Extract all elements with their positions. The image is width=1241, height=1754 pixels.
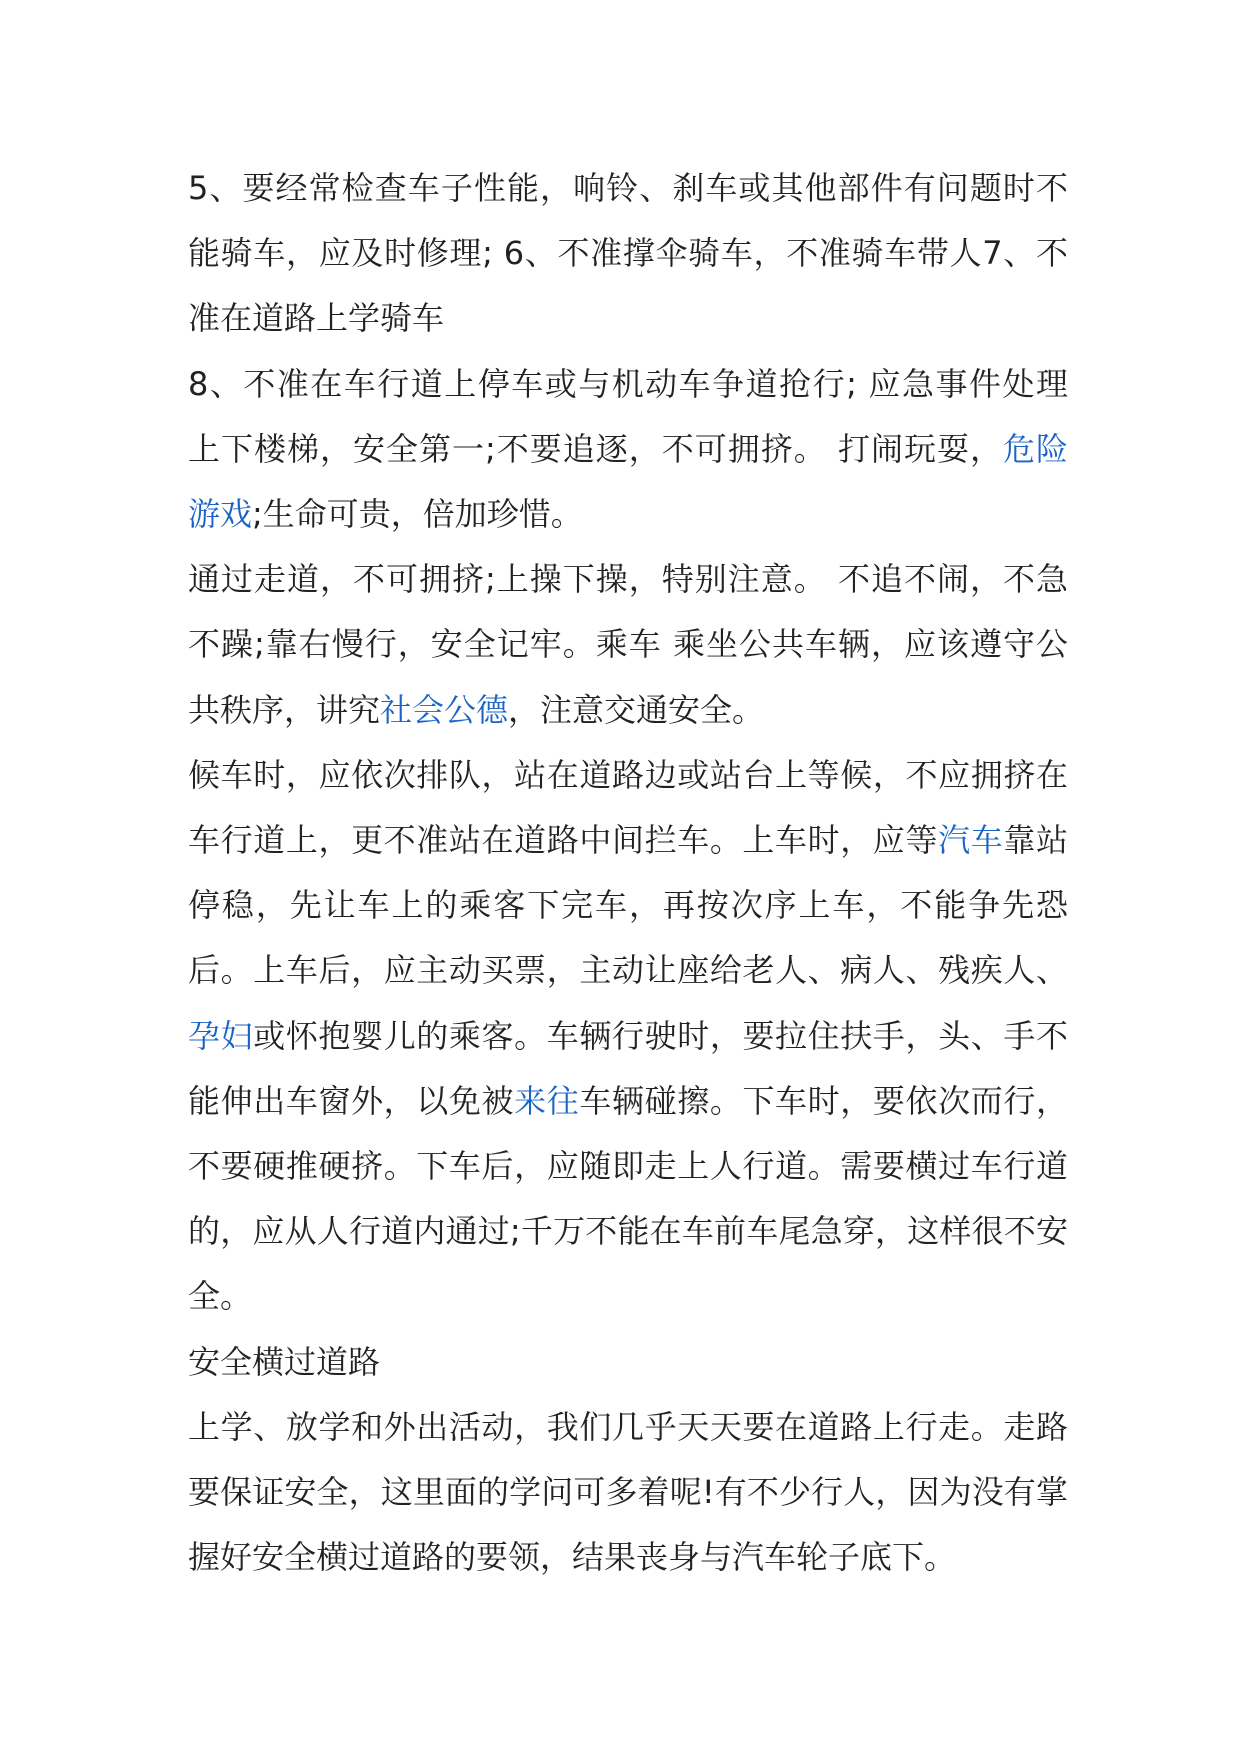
document-body xyxy=(188,156,1068,1590)
text-run: 8、不准在车行道上停车或与机动车争道抢行; 应急事件处理 上下楼梯，安全第一;不要追逐，不可拥挤。 打闹玩耍， xyxy=(188,364,1068,468)
text-run: ;生命可贵，倍加珍惜。 xyxy=(252,495,583,534)
text-run: 或怀抱婴儿的乘客。车辆行驶时，要拉住扶手，头、手不能伸出车窗外，以免被 xyxy=(188,1016,1068,1120)
text-run: ，注意交通安全。 xyxy=(508,690,765,729)
paragraph xyxy=(188,1395,1068,1591)
paragraph xyxy=(188,547,1068,743)
paragraph xyxy=(188,1330,1068,1395)
text-run: 靠站停稳，先让车上的乘客下完车，再按次序上车，不能争先恐后。上车后，应主动买票，主动让座给老人、病人、残疾人、 xyxy=(188,821,1068,990)
text-run: 安全横过道路 xyxy=(188,1342,381,1381)
paragraph xyxy=(188,743,1068,1330)
inline-link[interactable]: 孕妇 xyxy=(188,1016,254,1055)
inline-link[interactable]: 汽车 xyxy=(938,821,1004,860)
text-run: 通过走道，不可拥挤;上操下操，特别注意。 不追不闹，不急不躁;靠右慢行，安全记牢。乘车 乘坐公共车辆，应该遵守公共秩序，讲究 xyxy=(188,560,1068,729)
paragraph xyxy=(188,156,1068,352)
text-run: 候车时，应依次排队，站在道路边或站台上等候，不应拥挤在车行道上，更不准站在道路中间拦车。上车时，应等 xyxy=(188,755,1068,860)
inline-link[interactable]: 社会公德 xyxy=(380,690,509,729)
inline-link[interactable]: 来往 xyxy=(514,1081,580,1120)
paragraph xyxy=(188,352,1068,548)
text-run: 上学、放学和外出活动，我们几乎天天要在道路上行走。走路要保证安全，这里面的学问可多着呢!有不少行人，因为没有掌握好安全横过道路的要领，结果丧身与汽车轮子底下。 xyxy=(188,1407,1068,1577)
inline-link[interactable]: 危险游戏 xyxy=(188,429,1068,534)
text-run: 车辆碰擦。下车时，要依次而行，不要硬推硬挤。下车后，应随即走上人行道。需要横过车行道的，应从人行道内通过;千万不能在车前车尾急穿，这样很不安全。 xyxy=(188,1081,1068,1316)
text-run: 5、要经常检查车子性能，响铃、刹车或其他部件有问题时不能骑车，应及时修理; 6、不准撑伞骑车，不准骑车带人7、不准在道路上学骑车 xyxy=(188,169,1068,338)
